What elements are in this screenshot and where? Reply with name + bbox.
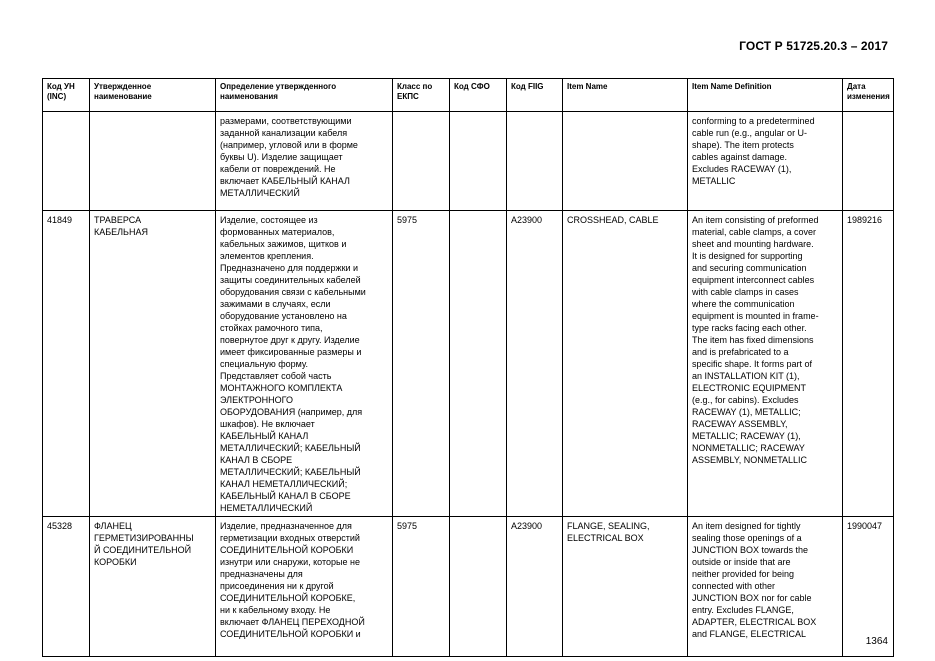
header-item-name-definition: Item Name Definition bbox=[688, 79, 843, 112]
cell-code bbox=[43, 112, 90, 211]
header-fiig-code: Код FIIG bbox=[507, 79, 563, 112]
header-definition-ru: Определение утвержденного наименования bbox=[216, 79, 393, 112]
header-approved-name: Утвержденное наименование bbox=[90, 79, 216, 112]
document-standard-header: ГОСТ Р 51725.20.3 – 2017 bbox=[739, 39, 888, 53]
cell-definition-ru: Изделие, состоящее из формованных материалов, кабельных зажимов, щитков и элементов крепления. Предназначено для поддержки и защиты соединительных кабелей оборудования связи с кабельными зажимами в случаях, если оборудование установлено на стойках рамочного типа, повернутое друг к другу. Изделие имеет фиксированные размеры и специальную форму. Представляет собой часть МОНТАЖНОГО КОМПЛЕКТА ЭЛЕКТРОННОГО ОБОРУДОВАНИЯ (например, для шкафов). Не включает КАБЕЛЬНЫЙ КАНАЛ МЕТАЛЛИЧЕСКИЙ; КАБЕЛЬНЫЙ КАНАЛ В СБОРЕ МЕТАЛЛИЧЕСКИЙ; КАБЕЛЬНЫЙ КАНАЛ НЕМЕТАЛЛИЧЕСКИЙ; КАБЕЛЬНЫЙ КАНАЛ В СБОРЕ НЕМЕТАЛЛИЧЕСКИЙ bbox=[216, 211, 393, 517]
cell-sfo-code bbox=[450, 517, 507, 657]
cell-sfo-code bbox=[450, 112, 507, 211]
page-number: 1364 bbox=[865, 636, 888, 647]
header-ekps-class: Класс по ЕКПС bbox=[393, 79, 450, 112]
header-code-un: Код УН (INC) bbox=[43, 79, 90, 112]
cell-change-date: 1989216 bbox=[843, 211, 894, 517]
cell-code: 45328 bbox=[43, 517, 90, 657]
cell-fiig-code: A23900 bbox=[507, 517, 563, 657]
cell-fiig-code: A23900 bbox=[507, 211, 563, 517]
cell-change-date: 1990047 bbox=[843, 517, 894, 657]
header-sfo-code: Код СФО bbox=[450, 79, 507, 112]
cell-change-date bbox=[843, 112, 894, 211]
nomenclature-table bbox=[42, 78, 894, 657]
table-row bbox=[43, 211, 894, 517]
cell-item-name: FLANGE, SEALING, ELECTRICAL BOX bbox=[563, 517, 688, 657]
cell-definition-ru: Изделие, предназначенное для герметизации входных отверстий СОЕДИНИТЕЛЬНОЙ КОРОБКИ изнутри или снаружи, которые не предназначены для присоединения ни к другой СОЕДИНИТЕЛЬНОЙ КОРОБКЕ, ни к кабельному входу. Не включает ФЛАНЕЦ ПЕРЕХОДНОЙ СОЕДИНИТЕЛЬНОЙ КОРОБКИ и bbox=[216, 517, 393, 657]
cell-item-name-definition: conforming to a predetermined cable run (e.g., angular or U- shape). The item protects cables against damage. Excludes RACEWAY (1), METALLIC bbox=[688, 112, 843, 211]
cell-item-name: CROSSHEAD, CABLE bbox=[563, 211, 688, 517]
header-change-date: Дата изменения bbox=[843, 79, 894, 112]
header-item-name: Item Name bbox=[563, 79, 688, 112]
cell-ekps-class: 5975 bbox=[393, 517, 450, 657]
cell-approved-name: ФЛАНЕЦ ГЕРМЕТИЗИРОВАННЫ Й СОЕДИНИТЕЛЬНОЙ КОРОБКИ bbox=[90, 517, 216, 657]
cell-approved-name: ТРАВЕРСА КАБЕЛЬНАЯ bbox=[90, 211, 216, 517]
cell-item-name-definition: An item designed for tightly sealing those openings of a JUNCTION BOX towards the outside or inside that are neither provided for being connected with other JUNCTION BOX nor for cable entry. Excludes FLANGE, ADAPTER, ELECTRICAL BOX and FLANGE, ELECTRICAL bbox=[688, 517, 843, 657]
table-row-continuation bbox=[43, 112, 894, 211]
cell-approved-name bbox=[90, 112, 216, 211]
cell-ekps-class bbox=[393, 112, 450, 211]
cell-item-name-definition: An item consisting of preformed material, cable clamps, a cover sheet and mounting hardware. It is designed for supporting and securing communication equipment interconnect cables with cable clamps in cases where the communication equipment is mounted in frame- type racks facing each other. The item has fixed dimensions and is prefabricated to a specific shape. It forms part of an INSTALLATION KIT (1), ELECTRONIC EQUIPMENT (e.g., for cabins). Excludes RACEWAY (1), METALLIC; RACEWAY ASSEMBLY, METALLIC; RACEWAY (1), NONMETALLIC; RACEWAY ASSEMBLY, NONMETALLIC bbox=[688, 211, 843, 517]
table-header-row bbox=[43, 79, 894, 112]
cell-sfo-code bbox=[450, 211, 507, 517]
cell-item-name bbox=[563, 112, 688, 211]
cell-definition-ru: размерами, соответствующими заданной канализации кабеля (например, угловой или в форме буквы U). Изделие защищает кабели от повреждений. Не включает КАБЕЛЬНЫЙ КАНАЛ МЕТАЛЛИЧЕСКИЙ bbox=[216, 112, 393, 211]
cell-code: 41849 bbox=[43, 211, 90, 517]
cell-fiig-code bbox=[507, 112, 563, 211]
cell-ekps-class: 5975 bbox=[393, 211, 450, 517]
table-row bbox=[43, 517, 894, 657]
